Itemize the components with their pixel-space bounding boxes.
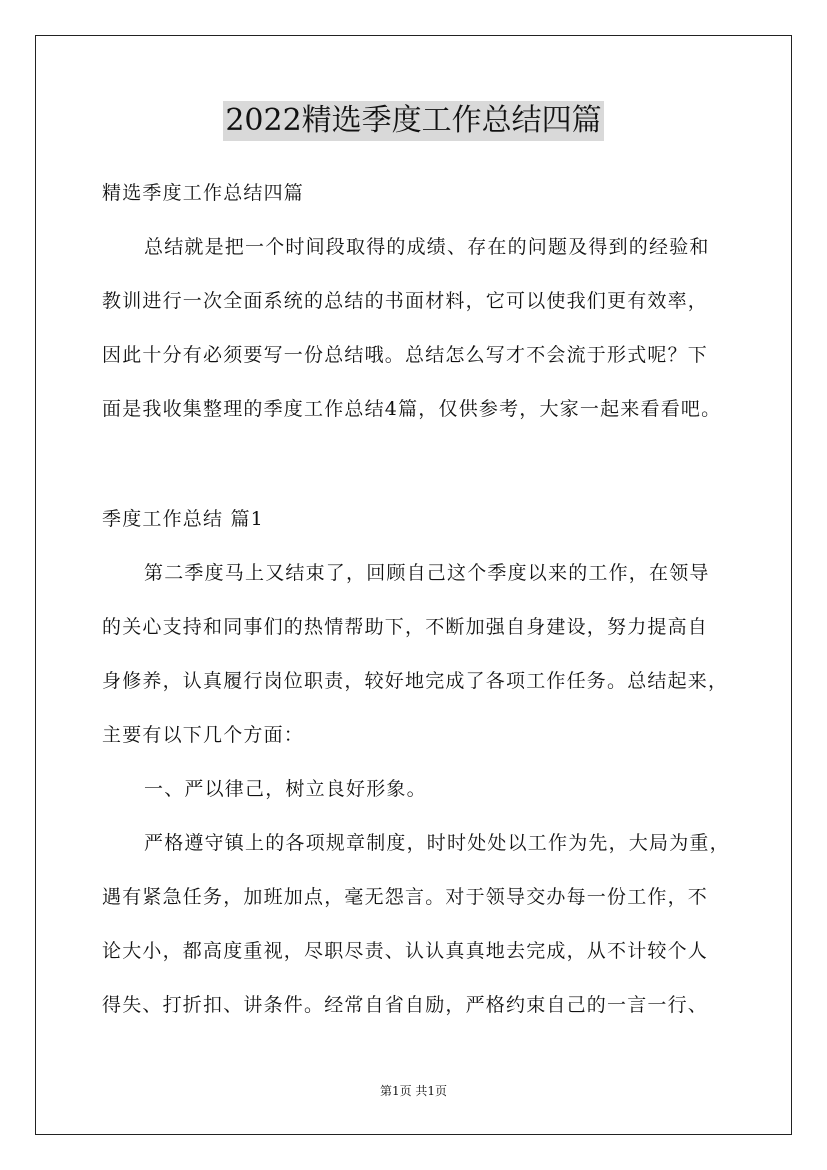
intro-line: 总结就是把一个时间段取得的成绩、存在的问题及得到的经验和 <box>144 236 710 258</box>
title-container <box>0 101 827 141</box>
intro-line: 教训进行一次全面系统的总结的书面材料，它可以使我们更有效率， <box>102 290 709 312</box>
paragraph-line: 论大小，都高度重视，尽职尽责、认认真真地去完成，从不计较个人 <box>102 940 709 962</box>
paragraph-line: 遇有紧急任务，加班加点，毫无怨言。对于领导交办每一份工作，不 <box>102 886 709 908</box>
paragraph-line: 严格遵守镇上的各项规章制度，时时处处以工作为先，大局为重， <box>144 832 730 854</box>
document-subtitle: 精选季度工作总结四篇 <box>102 182 305 204</box>
section-heading: 季度工作总结 篇1 <box>102 508 264 530</box>
document-title: 2022精选季度工作总结四篇 <box>223 101 603 141</box>
intro-line: 面是我收集整理的季度工作总结4篇，仅供参考，大家一起来看看吧。 <box>102 398 722 420</box>
paragraph-line: 得失、打折扣、讲条件。经常自省自励，严格约束自己的一言一行、 <box>102 994 709 1016</box>
paragraph-line: 第二季度马上又结束了，回顾自己这个季度以来的工作，在领导 <box>144 562 710 584</box>
point-heading: 一、严以律己，树立良好形象。 <box>144 778 427 800</box>
paragraph-line: 的关心支持和同事们的热情帮助下，不断加强自身建设，努力提高自 <box>102 616 709 638</box>
page-footer: 第1页 共1页 <box>379 1084 448 1098</box>
paragraph-line: 主要有以下几个方面： <box>102 724 305 746</box>
intro-line: 因此十分有必须要写一份总结哦。总结怎么写才不会流于形式呢？下 <box>102 344 709 366</box>
paragraph-line: 身修养，认真履行岗位职责，较好地完成了各项工作任务。总结起来， <box>102 670 729 692</box>
